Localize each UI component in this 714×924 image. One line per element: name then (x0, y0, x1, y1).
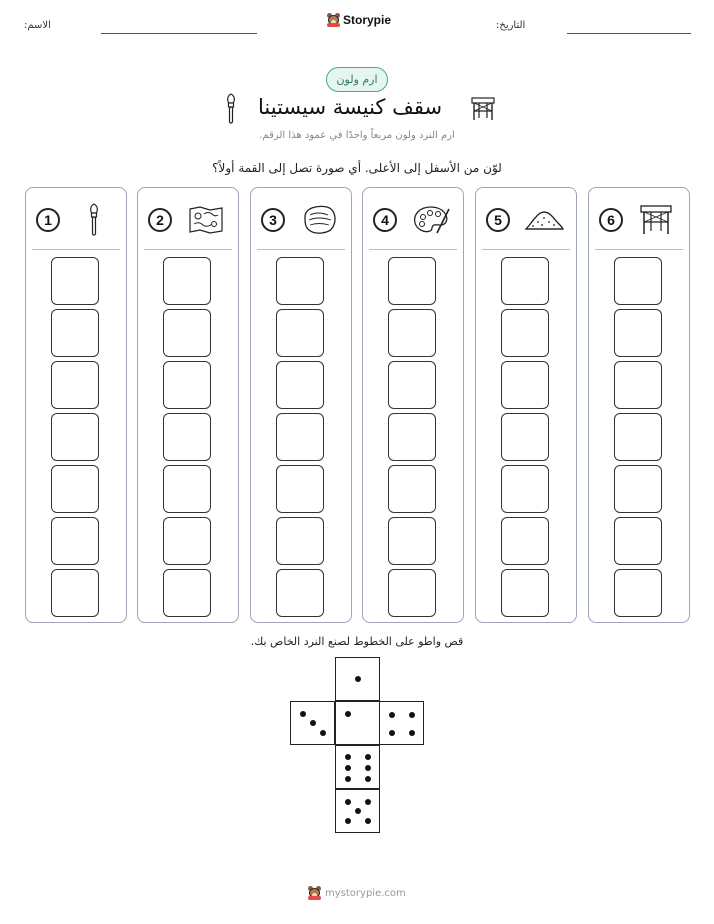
dice-face-top (335, 657, 380, 701)
color-cell[interactable] (163, 361, 211, 409)
color-cell[interactable] (388, 413, 436, 461)
column-number: 2 (148, 208, 172, 232)
dice-caption: قص واطو على الخطوط لصنع النرد الخاص بك. (250, 635, 464, 648)
color-cell[interactable] (501, 517, 549, 565)
instruction: لوّن من الأسفل إلى الأعلى. أي صورة تصل إلى القمة أولاً؟ (212, 161, 502, 175)
column-number: 6 (599, 208, 623, 232)
color-cell[interactable] (276, 517, 324, 565)
color-cell[interactable] (614, 361, 662, 409)
color-cell[interactable] (51, 569, 99, 617)
column-3 (250, 187, 352, 623)
color-cell[interactable] (276, 569, 324, 617)
column-6 (588, 187, 690, 623)
color-cell[interactable] (276, 413, 324, 461)
color-cell[interactable] (501, 465, 549, 513)
footer-url[interactable]: mystorypie.com (325, 887, 406, 899)
color-cell[interactable] (614, 517, 662, 565)
dice-face-bottom (335, 789, 380, 833)
sketch-map-icon (184, 203, 228, 241)
color-cell[interactable] (388, 361, 436, 409)
bear-logo-icon (327, 13, 340, 27)
subtitle: ارم النرد ولون مربعاً واحدًا في عمود هذا الرقم. (259, 130, 455, 141)
color-cell[interactable] (163, 569, 211, 617)
bear-logo-icon (308, 886, 321, 900)
name-line[interactable] (101, 33, 257, 34)
palette-icon (409, 203, 453, 241)
color-cell[interactable] (163, 257, 211, 305)
color-cell[interactable] (276, 465, 324, 513)
date-line[interactable] (567, 33, 691, 34)
column-5 (475, 187, 577, 623)
color-cell[interactable] (501, 413, 549, 461)
color-cell[interactable] (51, 361, 99, 409)
color-cell[interactable] (51, 413, 99, 461)
brand-logo (327, 13, 391, 27)
page-title: سقف كنيسة سيستينا (258, 95, 443, 119)
column-number: 3 (261, 208, 285, 232)
color-cell[interactable] (388, 257, 436, 305)
color-cell[interactable] (614, 413, 662, 461)
column-4 (362, 187, 464, 623)
color-cell[interactable] (501, 309, 549, 357)
column-number: 1 (36, 208, 60, 232)
paintbrush-icon (224, 93, 238, 129)
activity-tag: ارم ولون (326, 67, 388, 92)
color-cell[interactable] (614, 465, 662, 513)
footer (308, 886, 406, 900)
color-cell[interactable] (388, 465, 436, 513)
dice-face-lower (335, 745, 380, 789)
color-cell[interactable] (388, 569, 436, 617)
scaffold-icon (635, 203, 679, 241)
color-cell[interactable] (276, 309, 324, 357)
dice-face-center (335, 701, 380, 745)
plaster-icon (297, 203, 341, 241)
color-cell[interactable] (614, 569, 662, 617)
color-cell[interactable] (501, 569, 549, 617)
dice-face-right (379, 701, 424, 745)
column-number: 5 (486, 208, 510, 232)
color-cell[interactable] (501, 361, 549, 409)
column-2 (137, 187, 239, 623)
color-cell[interactable] (51, 309, 99, 357)
color-cell[interactable] (614, 309, 662, 357)
scaffold-icon (470, 96, 496, 126)
color-cell[interactable] (51, 465, 99, 513)
brand-name: Storypie (343, 13, 392, 27)
color-cell[interactable] (163, 517, 211, 565)
color-cell[interactable] (614, 257, 662, 305)
color-cell[interactable] (501, 257, 549, 305)
color-cell[interactable] (163, 465, 211, 513)
color-cell[interactable] (51, 517, 99, 565)
title-row (220, 93, 500, 125)
color-cell[interactable] (51, 257, 99, 305)
column-1 (25, 187, 127, 623)
color-cell[interactable] (163, 413, 211, 461)
date-label: التاريخ: (496, 20, 526, 31)
color-cell[interactable] (276, 361, 324, 409)
paintbrush-icon (72, 203, 116, 241)
name-label: الاسم: (24, 20, 51, 31)
column-number: 4 (373, 208, 397, 232)
color-cell[interactable] (163, 309, 211, 357)
color-cell[interactable] (276, 257, 324, 305)
dice-face-left (290, 701, 335, 745)
color-cell[interactable] (388, 517, 436, 565)
sand-pile-icon (522, 203, 566, 241)
color-cell[interactable] (388, 309, 436, 357)
